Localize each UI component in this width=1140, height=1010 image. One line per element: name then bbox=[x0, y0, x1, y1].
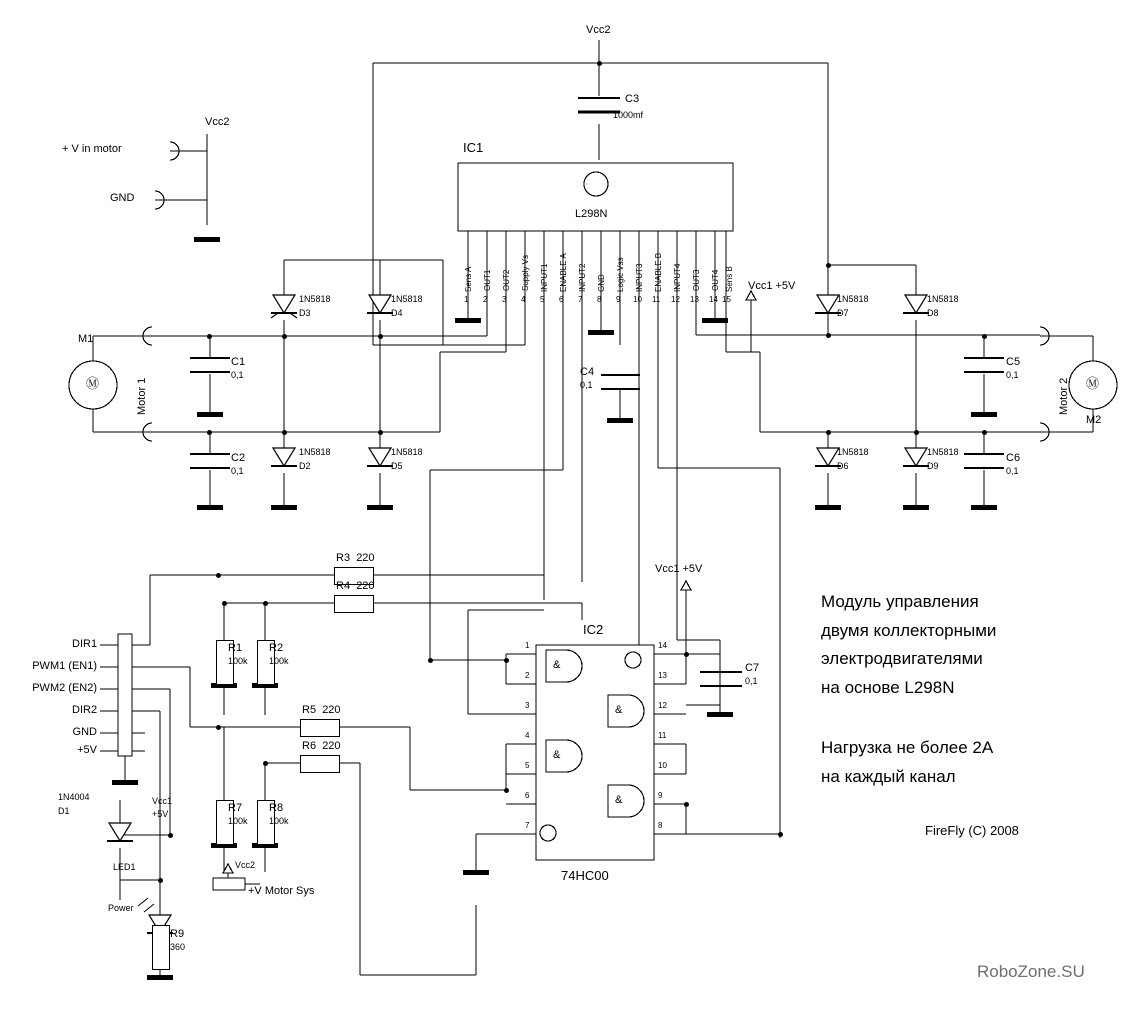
label-vcc1-diode-volts: +5V bbox=[152, 809, 169, 819]
watermark: RoboZone.SU bbox=[977, 962, 1085, 981]
ic2-pin-num-10: 10 bbox=[658, 761, 667, 770]
label-c7-ref: C7 bbox=[745, 662, 760, 674]
ic2-pin-num-1: 1 bbox=[525, 641, 530, 650]
label-d6-ref: D6 bbox=[837, 461, 849, 471]
nand-gate-symbol: & bbox=[553, 659, 561, 671]
ic2-pin-num-11: 11 bbox=[658, 731, 667, 740]
label-c5-value: 0,1 bbox=[1006, 370, 1019, 380]
label-vcc2-top: Vcc2 bbox=[586, 24, 611, 36]
label-d7-ref: D7 bbox=[837, 308, 849, 318]
ic2-pin-num-5: 5 bbox=[525, 761, 530, 770]
connector-label-dir2: DIR2 bbox=[72, 704, 98, 716]
credit-line: FireFly (C) 2008 bbox=[925, 823, 1019, 839]
ic1-pin-name-14: OUT4 bbox=[711, 269, 720, 291]
label-c5-ref: C5 bbox=[1006, 356, 1021, 368]
label-vcc1-ic1: Vcc1 +5V bbox=[748, 280, 796, 292]
ic1-pin-name-11: ENABLE B bbox=[654, 252, 663, 292]
label-r7-ref: R7 bbox=[228, 802, 243, 814]
ic1-pin-name-4: Supply Vs bbox=[521, 254, 530, 291]
nand-gate-symbol: & bbox=[615, 704, 623, 716]
title-line-6: на каждый канал bbox=[821, 766, 956, 786]
ic1-pin-num-13: 13 bbox=[690, 295, 699, 304]
ic2-pin-num-2: 2 bbox=[525, 671, 530, 680]
title-line-1: Модуль управления bbox=[821, 592, 979, 611]
connector-label-5v: +5V bbox=[77, 744, 97, 756]
label-r8-ref: R8 bbox=[269, 802, 284, 814]
label-r8-value: 100k bbox=[269, 816, 289, 826]
label-vcc1-ic2: Vcc1 +5V bbox=[655, 563, 703, 575]
label-d7-type: 1N5818 bbox=[837, 294, 869, 304]
label-c6-value: 0,1 bbox=[1006, 466, 1019, 476]
ic2-pin-num-7: 7 bbox=[525, 821, 530, 830]
label-led1: LED1 bbox=[113, 862, 136, 872]
label-d9-ref: D9 bbox=[927, 461, 939, 471]
label-r6: R6 220 bbox=[302, 740, 341, 752]
connector-label-gnd: GND bbox=[72, 726, 97, 738]
label-c3-value: 1000mf bbox=[613, 110, 644, 120]
label-c6-ref: C6 bbox=[1006, 452, 1021, 464]
nand-gate-symbol: & bbox=[553, 749, 561, 761]
label-c1-value: 0,1 bbox=[231, 370, 244, 380]
ic1-pin-num-1: 1 bbox=[464, 295, 469, 304]
label-c7-value: 0,1 bbox=[745, 676, 758, 686]
ic1-pin-num-8: 8 bbox=[597, 295, 602, 304]
title-line-4: на основе L298N bbox=[821, 677, 955, 697]
title-line-3: электродвигателями bbox=[821, 649, 983, 669]
ic1-pin-name-9: Logic Vss bbox=[616, 257, 625, 292]
ic1-pin-name-10: INPUT3 bbox=[635, 263, 644, 292]
label-vcc2-connector: Vcc2 bbox=[205, 116, 230, 128]
label-motor1: Motor 1 bbox=[136, 377, 148, 415]
resistor-r4 bbox=[334, 595, 374, 613]
label-d3-ref: D3 bbox=[299, 308, 311, 318]
ic2-pin-num-14: 14 bbox=[658, 641, 667, 650]
label-d9-type: 1N5818 bbox=[927, 447, 959, 457]
label-vcc1-diode: Vcc1 bbox=[152, 796, 173, 806]
label-vcc2-motor: Vcc2 bbox=[235, 860, 256, 870]
ic2-pin-num-6: 6 bbox=[525, 791, 530, 800]
label-d4-type: 1N5818 bbox=[391, 294, 423, 304]
ic2-pin-num-3: 3 bbox=[525, 701, 530, 710]
label-power: Power bbox=[108, 903, 134, 913]
label-d1-type: 1N4004 bbox=[58, 792, 90, 802]
ic2-pin-num-13: 13 bbox=[658, 671, 667, 680]
connector-label-pwm2: PWM2 (EN2) bbox=[32, 682, 97, 694]
label-d5-type: 1N5818 bbox=[391, 447, 423, 457]
label-r5: R5 220 bbox=[302, 704, 341, 716]
ic1-pin-name-7: INPUT2 bbox=[578, 263, 587, 292]
label-r3: R3 220 bbox=[336, 552, 375, 564]
ic1-pin-name-5: INPUT1 bbox=[540, 263, 549, 292]
label-r7-value: 100k bbox=[228, 816, 248, 826]
label-ic1-part: L298N bbox=[575, 208, 608, 220]
terminal-gnd: GND bbox=[110, 192, 135, 204]
label-r9-ref: R9 bbox=[170, 928, 185, 940]
ic2-pin-num-9: 9 bbox=[658, 791, 663, 800]
label-ic1-ref: IC1 bbox=[463, 140, 484, 155]
ic2-pin-num-12: 12 bbox=[658, 701, 667, 710]
ic1-pin-num-4: 4 bbox=[521, 295, 526, 304]
ic1-pin-num-9: 9 bbox=[616, 295, 621, 304]
label-r1-ref: R1 bbox=[228, 642, 243, 654]
ic1-pin-name-15: Sens B bbox=[725, 266, 734, 292]
label-d2-type: 1N5818 bbox=[299, 447, 331, 457]
ic1-pin-name-2: OUT1 bbox=[483, 269, 492, 291]
ic1-pin-num-10: 10 bbox=[633, 295, 642, 304]
label-motor2: Motor 2 bbox=[1058, 377, 1070, 415]
resistor-r5 bbox=[300, 719, 340, 737]
ic1-pin-name-12: INPUT4 bbox=[673, 263, 682, 292]
label-r9-value: 360 bbox=[170, 942, 186, 952]
ic1-pin-num-12: 12 bbox=[671, 295, 680, 304]
ic1-pin-num-6: 6 bbox=[559, 295, 564, 304]
nand-gate-symbol: & bbox=[615, 794, 623, 806]
label-m1-ref: M1 bbox=[78, 333, 94, 345]
title-line-5: Нагрузка не более 2А bbox=[821, 738, 994, 758]
motor1-symbol-glyph: Ⓜ bbox=[86, 376, 100, 391]
label-r4: R4 220 bbox=[336, 580, 375, 592]
title-block bbox=[821, 592, 1019, 839]
label-c2-value: 0,1 bbox=[231, 466, 244, 476]
ic1-pin-num-7: 7 bbox=[578, 295, 583, 304]
label-d8-ref: D8 bbox=[927, 308, 939, 318]
ic1-pin-name-8: GND bbox=[597, 274, 606, 292]
motor2-symbol-glyph: Ⓜ bbox=[1086, 376, 1100, 391]
label-c4-value: 0,1 bbox=[580, 380, 593, 390]
label-d5-ref: D5 bbox=[391, 461, 403, 471]
label-c1-ref: C1 bbox=[231, 356, 246, 368]
label-r2-ref: R2 bbox=[269, 642, 284, 654]
terminal-v-in-motor: + V in motor bbox=[62, 143, 122, 155]
ic1-pin-name-3: OUT2 bbox=[502, 269, 511, 291]
label-d3-type: 1N5818 bbox=[299, 294, 331, 304]
label-c3-ref: C3 bbox=[625, 93, 640, 105]
title-line-2: двумя коллекторными bbox=[821, 620, 997, 640]
ic2-pin-num-4: 4 bbox=[525, 731, 530, 740]
ic1-pin-num-5: 5 bbox=[540, 295, 545, 304]
ic1-pin-num-3: 3 bbox=[502, 295, 507, 304]
label-r2-value: 100k bbox=[269, 656, 289, 666]
label-d1-ref: D1 bbox=[58, 806, 70, 816]
ic1-pin-name-13: OUT3 bbox=[692, 269, 701, 291]
ic2-pin-num-8: 8 bbox=[658, 821, 663, 830]
label-d8-type: 1N5818 bbox=[927, 294, 959, 304]
ic1-pin-name-1: Sens A bbox=[464, 266, 473, 292]
resistor-r6 bbox=[300, 755, 340, 773]
label-d2-ref: D2 bbox=[299, 461, 311, 471]
label-ic2-ref: IC2 bbox=[583, 622, 604, 637]
connector-label-pwm1: PWM1 (EN1) bbox=[32, 660, 97, 672]
ic1-pin-num-2: 2 bbox=[483, 295, 488, 304]
ic1-pin-num-11: 11 bbox=[652, 295, 661, 304]
ic1-pin-num-15: 15 bbox=[722, 295, 731, 304]
label-d6-type: 1N5818 bbox=[837, 447, 869, 457]
resistor-r9 bbox=[152, 925, 170, 970]
label-r1-value: 100k bbox=[228, 656, 248, 666]
label-motor-sys: +V Motor Sys bbox=[248, 885, 315, 897]
label-c2-ref: C2 bbox=[231, 452, 246, 464]
label-m2-ref: M2 bbox=[1086, 414, 1102, 426]
ic1-pin-name-6: ENABLE A bbox=[559, 253, 568, 292]
label-d4-ref: D4 bbox=[391, 308, 403, 318]
connector-label-dir1: DIR1 bbox=[72, 638, 98, 650]
ic1-pin-num-14: 14 bbox=[709, 295, 718, 304]
label-c4-ref: C4 bbox=[580, 366, 595, 378]
label-ic2-part: 74HC00 bbox=[561, 868, 609, 883]
